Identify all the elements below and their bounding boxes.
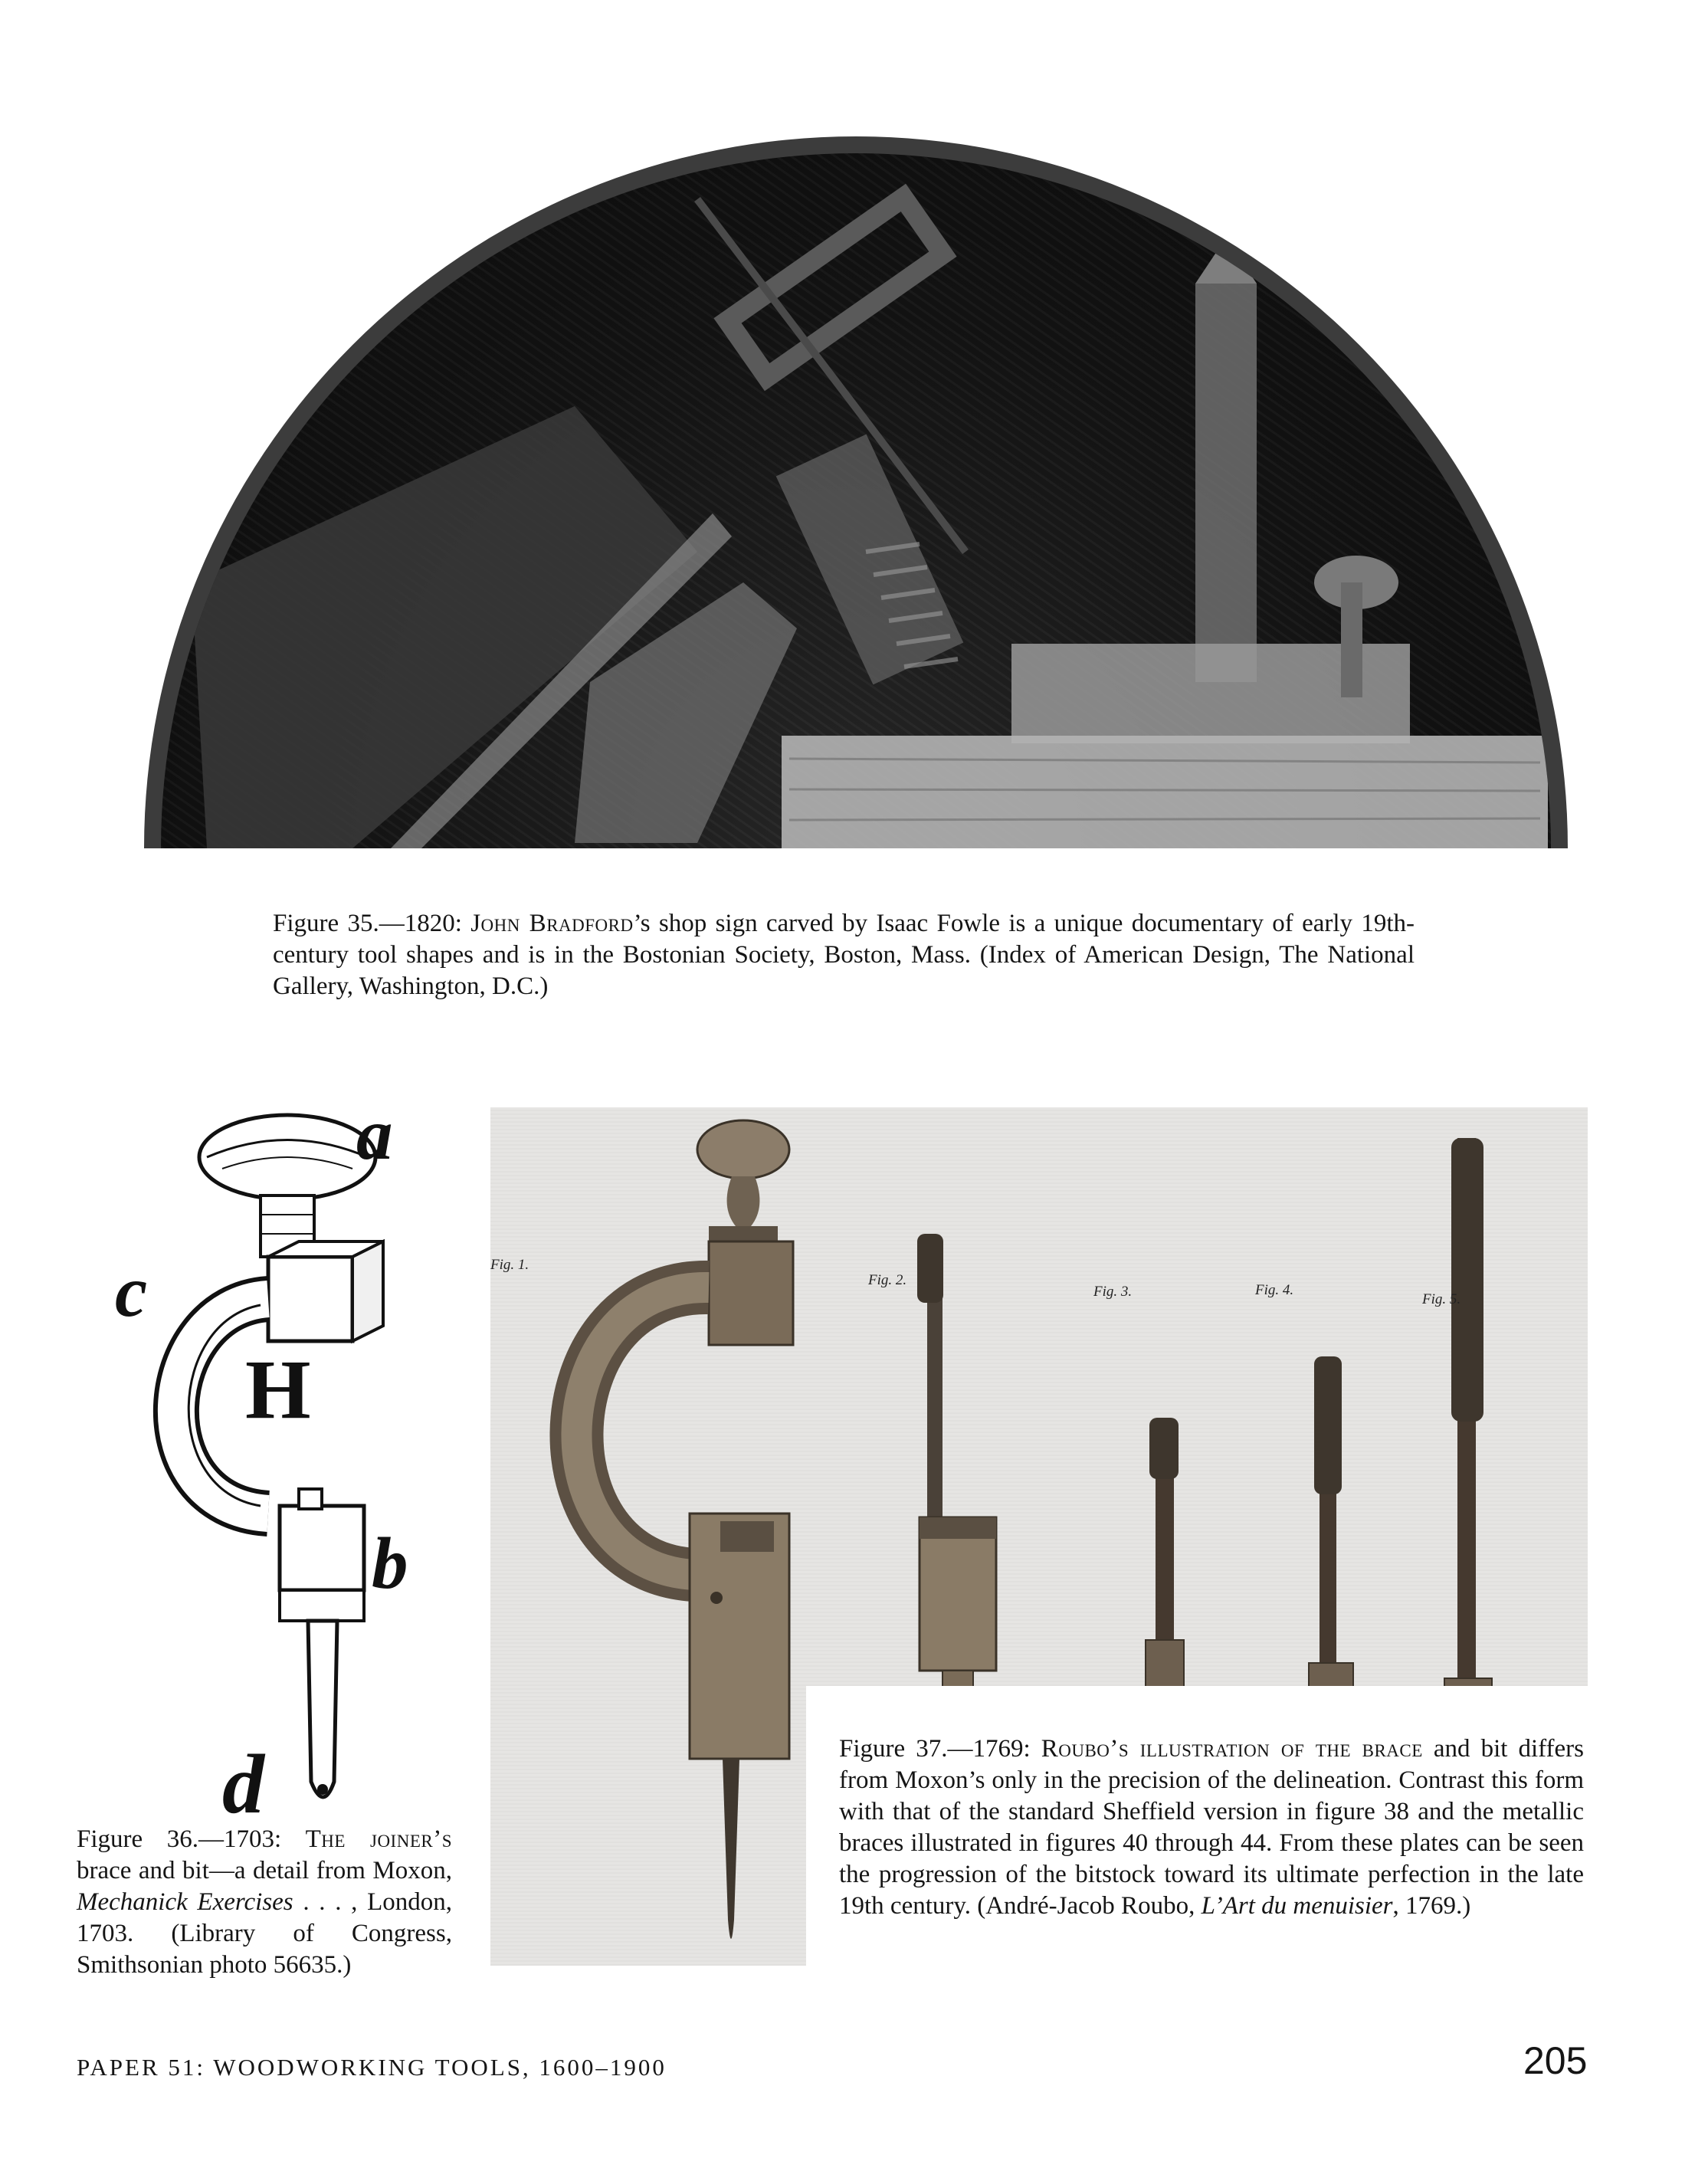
moxon-brace-woodcut bbox=[107, 1107, 467, 1835]
page-number: 205 bbox=[1523, 2039, 1588, 2082]
label-d: d bbox=[222, 1737, 264, 1831]
figure-36-image bbox=[107, 1094, 467, 1835]
fig-2-label: Fig. 2. bbox=[868, 1272, 907, 1288]
fig-3-label: Fig. 3. bbox=[1093, 1284, 1133, 1300]
running-footer: PAPER 51: WOODWORKING TOOLS, 1600–1900 bbox=[77, 2054, 667, 2081]
fig-1-label: Fig. 1. bbox=[490, 1257, 529, 1273]
label-b: b bbox=[372, 1523, 408, 1604]
fig-4-label: Fig. 4. bbox=[1255, 1282, 1294, 1298]
figure-35-caption: Figure 35.—1820: John Bradford’s shop sign carved by Isaac Fowle is a unique documentary of early 19th-century tool shapes and is in the Bostonian Society, Boston, Mass. (Index of American Design, The National Gallery, Washington, D.C.) bbox=[273, 910, 1415, 1000]
fig-5-label: Fig. 5. bbox=[1422, 1291, 1461, 1307]
figure-36-caption: Figure 36.—1703: The joiner’s brace and bit—a detail from Moxon, Mechanick Exercises . . . , London, 1703. (Library of Congress, Smithsonian photo 56635.) bbox=[77, 1825, 452, 1979]
label-h: H bbox=[245, 1343, 311, 1436]
label-c: c bbox=[115, 1251, 148, 1332]
label-a: a bbox=[356, 1094, 393, 1175]
carved-tools-illustration bbox=[161, 153, 1551, 848]
figure-35-image bbox=[144, 136, 1568, 848]
figure-37-caption: Figure 37.—1769: Roubo’s illustration of the brace and bit differs from Moxon’s only in the precision of the delineation. Contrast this form with that of the standard Sheffield version in figure 38 and the metallic braces illustrated in figures 40 through 44. From these plates can be seen the progression of the bitstock toward its ultimate perfection in the late 19th century. (André-Jacob Roubo, L’Art du menuisier, 1769.) bbox=[839, 1735, 1584, 1920]
